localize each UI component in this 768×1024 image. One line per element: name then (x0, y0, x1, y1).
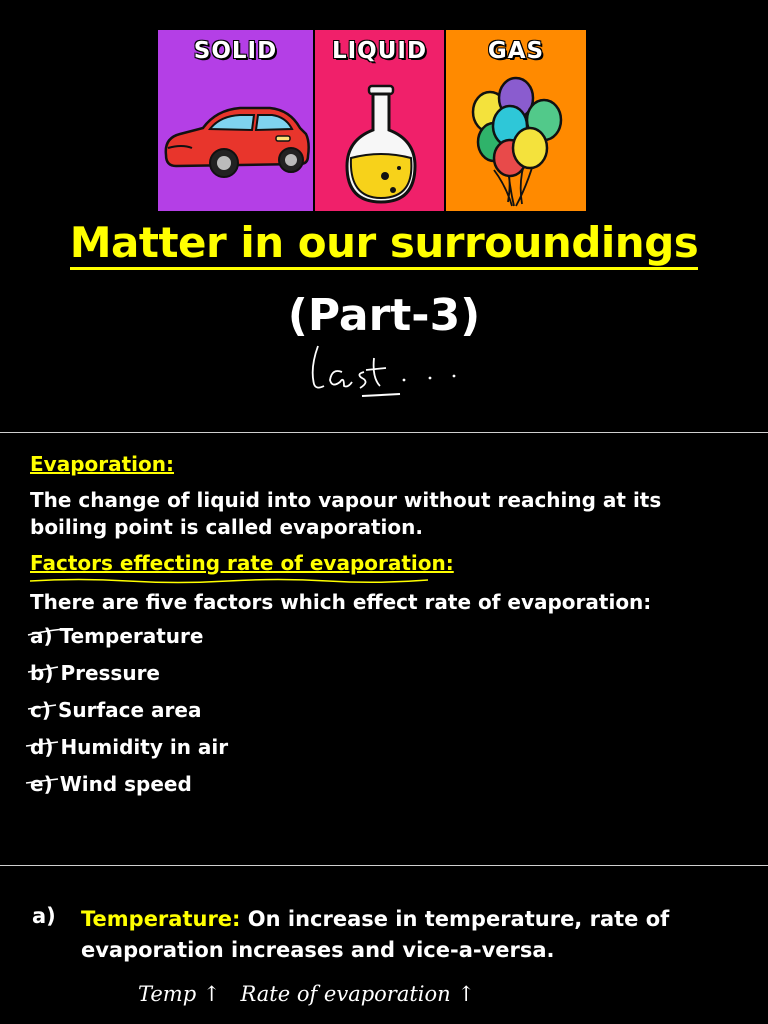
marker-strike-marks (24, 623, 68, 809)
slide-subtitle: (Part-3) (287, 290, 481, 341)
temperature-keyword: Temperature: (81, 907, 241, 931)
list-text: Wind speed (59, 772, 192, 796)
solid-label: SOLID (193, 38, 278, 64)
factors-heading: Factors effecting rate of evaporation: (30, 551, 454, 575)
handwritten-temp-note: Temp ↑ Rate of evaporation ↑ (138, 982, 475, 1006)
temperature-explanation: On increase in temperature, rate of evaporation increases and vice-a-versa. (81, 907, 670, 962)
handwritten-last-note (300, 338, 470, 404)
evaporation-slide (0, 433, 768, 865)
gas-panel (446, 30, 586, 211)
liquid-panel (313, 30, 446, 211)
car-icon (158, 30, 313, 211)
list-text: Humidity in air (60, 735, 229, 759)
point-marker: a) (32, 904, 56, 928)
title-slide (0, 0, 768, 432)
temperature-point (81, 904, 721, 966)
list-marker: d) (30, 735, 54, 759)
factors-intro: There are five factors which effect rate of evaporation: (30, 590, 652, 614)
evaporation-heading: Evaporation: (30, 452, 175, 476)
balloons-icon (446, 30, 586, 211)
flask-icon (315, 30, 446, 211)
list-marker: e) (30, 772, 53, 796)
slide-title: Matter in our surroundings (0, 218, 768, 267)
gas-label: GAS (487, 38, 545, 64)
temperature-slide (0, 866, 768, 1024)
list-marker: b) (30, 661, 54, 685)
list-marker: a) (30, 624, 53, 648)
list-marker: c) (30, 698, 51, 722)
list-text: Temperature (59, 624, 204, 648)
list-text: Pressure (60, 661, 160, 685)
list-text: Surface area (57, 698, 202, 722)
evaporation-definition: The change of liquid into vapour without reaching at its boiling point is called evaporation. (30, 488, 662, 539)
factors-heading-underline (28, 577, 430, 585)
solid-panel (158, 30, 313, 211)
liquid-label: LIQUID (331, 38, 428, 64)
states-of-matter-banner (158, 30, 586, 211)
